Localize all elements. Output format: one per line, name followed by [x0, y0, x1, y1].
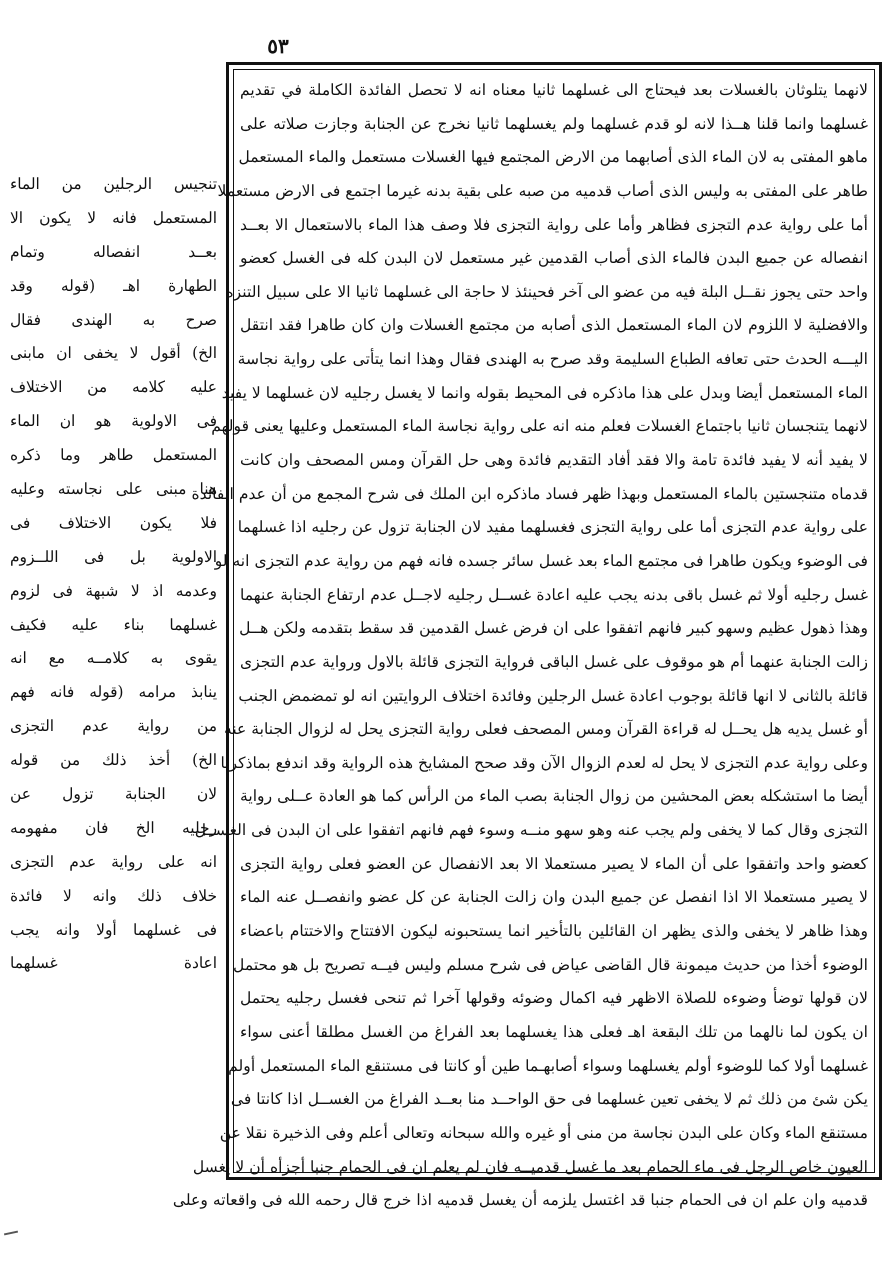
main-text-line: ان يكون لما نالهما من تلك البقعة اهـ فعلى هذا يغسلهما بعد الفراغ من الغسل مطلقا أعنى سواء: [240, 1022, 868, 1041]
margin-text-line: رجليه الخ فان مفهومه: [10, 818, 217, 837]
main-text-line: قدميه وان علم ان فى الحمام جنبا قد اغتسل يلزمه أن يغسل قدميه اذا خرج قال رحمه الله فى واقعاته وعلى: [172, 1191, 868, 1210]
main-text-line: التجزى وقال كما لا يخفى ولم يجب عنه وهو سهو منــه وسوء فهم فانهم اتفقوا على ان البدن فى الغســل: [194, 821, 868, 840]
main-text-line: قائلة بالثانى لا انها قائلة بوجوب اعادة غسل الرجلين وفائدة اختلاف الروايتين انه لو تمضمض الجنب: [238, 686, 868, 705]
margin-text-line: عليه كلامه من الاختلاف: [10, 378, 217, 397]
margin-text-line: بعــد انفصاله وتمام: [10, 242, 217, 261]
margin-text-line: هنا مبنى على نجاسته وعليه: [10, 480, 217, 499]
main-text-line: انفصاله عن جميع البدن فالماء الذى أصاب القدمين غير مستعمل لان البدن كله فى الغسل كعضو: [240, 249, 868, 268]
main-text-line: على رواية عدم التجزى أما على رواية التجزى فغسلهما مفيد لان الجنابة تزول عن رجليه اذا غسلهما: [237, 518, 868, 537]
main-text-line: ماهو المفتى به لان الماء الذى أصابهما من الارض المجتمع فيها الغسلات مستعمل والماء المستعمل: [238, 148, 868, 167]
margin-text-line: خلاف ذلك وانه لا فائدة: [10, 886, 217, 905]
margin-text-line: فى غسلهما أولا وانه يجب: [10, 920, 217, 939]
main-text-line: وهذا ذهول عظيم وسهو كبير فانهم اتفقوا على ان فرض غسل القدمين قد سقط بتقدمه ولكن هــل: [239, 619, 868, 638]
main-text-line: والافضلية لا اللزوم لان الماء المستعمل الذى أصابه من مجتمع الغسلات وان كان طاهرا فقد انتقل: [240, 316, 868, 335]
main-text-line: الوضوء أخذا من حديث ميمونة قال القاضى عياض فى شرح مسلم وليس فيــه تصريح بل هو محتمل: [233, 955, 868, 974]
main-text-line: لانهما يتلوثان بالغسلات بعد فيحتاج الى غسلهما ثانيا معناه انه لا تحصل الفائدة الكاملة في تقديم: [240, 81, 868, 99]
main-text-line: غسلهما أولا كما للوضوء أولم يغسلهما وسواء أصابهـما طين أو كانتا فى مستنقع الماء المستعمل أولم: [228, 1056, 868, 1075]
margin-commentary-column: [10, 168, 217, 973]
margin-text-line: انه على رواية عدم التجزى: [10, 852, 217, 871]
main-text-line: زالت الجنابة عنهما أم هو موقوف على غسل الباقى فرواية التجزى قائلة بالاول ورواية عدم التجزى: [240, 652, 868, 671]
margin-text-line: الخ) أقول لا يخفى ان مابنى: [10, 344, 217, 363]
main-text-line: يكن شئ من ذلك ثم لا يخفى تعين غسلهما فى حق الواحــد منا بعــد الفراغ من الغســل اذا كانتا فى: [230, 1090, 868, 1109]
main-text-line: مستنقع الماء وكان على البدن نجاسة من منى أو غيره والله سبحانه وتعالى أعلم وفى الذخيرة نقلا عن: [219, 1123, 868, 1142]
scan-stray-mark: [4, 1231, 18, 1236]
margin-text-line: المستعمل فانه لا يكون الا: [10, 208, 217, 227]
main-text-line: كعضو واحد واتفقوا على أن الماء لا يصير مستعملا الا بعد الانفصال عن العضو فعلى رواية التجزى: [240, 854, 868, 873]
margin-text-line: لان الجنابة تزول عن: [10, 785, 217, 804]
main-text-line: طاهر على المفتى به وليس الذى أصاب قدميه من صبه على بقية بدنه غيرما اجتمع فى الارض مستعملا: [217, 181, 868, 200]
main-text-line: واحد حتى يجوز نقــل البلة فيه من عضو الى آخر فحينئذ لا حاجة الى غسلهما ثانيا الا على سبيل التنزه: [225, 282, 868, 301]
main-text-line: أو غسل يديه هل يحــل له قراءة القرآن ومس المصحف فعلى رواية التجزى يحل له لزوال الجنابة عنه: [223, 720, 868, 739]
main-text-line: أيضا ما استشكله بعض المحشين من زوال الجنابة بصب الماء من الرأس كما هو العادة عــلى رواية: [240, 787, 868, 806]
margin-text-line: يقوى به كلامــه مع انه: [10, 649, 217, 668]
main-text-line: غسلهما وانما قلنا هــذا لانه لو قدم غسلهما ولم يغسلهما ثانيا نخرج عن الجنابة وجازت صلاته على: [240, 114, 868, 133]
page-number: ٥٣: [267, 34, 289, 58]
main-text-line: العيون خاص الرجل فى ماء الحمام بعد ما غسل قدميــه فان لم يعلم ان فى الحمام جنبا أجزأه أن لا يغسل: [192, 1157, 868, 1176]
margin-text-line: وعدمه اذ لا شبهة فى لزوم: [10, 581, 217, 600]
margin-text-line: المستعمل طاهر وما ذكره: [10, 446, 217, 465]
margin-text-line: الطهارة اهـ (قوله وقد: [10, 276, 217, 295]
main-text-line: فى الوضوء ويكون طاهرا فى مجتمع الماء بعد غسل سائر جسده فانه فهم من رواية عدم التجزى انه لو: [214, 551, 868, 570]
margin-text-line: اعادة غسلهما: [10, 954, 217, 973]
margin-text-line: من رواية عدم التجزى: [10, 717, 217, 736]
main-text-line: أما على رواية عدم التجزى فظاهر وأما على رواية التجزى فلا وصف هذا الماء بالاستعمال الا بعــد: [240, 215, 868, 234]
margin-text-line: فلا يكون الاختلاف فى: [10, 513, 217, 532]
margin-text-line: فى الاولوية هو ان الماء: [10, 412, 217, 431]
main-text-line: وهذا ظاهر لا يخفى والذى يظهر ان القائلين بالتأخير انما يستحبونه ليكون الافتتاح والاختتام باعضاء: [240, 922, 868, 941]
main-text-line: قدماه متنجستين بالماء المستعمل وبهذا ظهر فساد ماذكره ابن الملك فى شرح المجمع من أن عدم الفائدة: [191, 484, 868, 503]
main-text-line: لانهما يتنجسان ثانيا باجتماع الغسلات فعلم منه انه على رواية نجاسة الماء المستعمل وعليها يعنى قولهم: [211, 417, 868, 436]
margin-text-line: تنجيس الرجلين من الماء: [10, 175, 217, 193]
margin-text-line: صرح به الهندى فقال: [10, 310, 217, 329]
margin-text-line: ينابذ مرامه (قوله فانه فهم: [10, 683, 217, 702]
main-text-line: الماء المستعمل أيضا وبدل على هذا ماذكره فى المحيط بقوله وانما لا يغسل رجليه لان غسلهما لا يفيد: [221, 383, 868, 402]
main-text-line: وعلى رواية عدم التجزى لا يحل له لعدم الزوال الآن وقد صحح المشايخ هذه الرواية وقد اندفع بماذكرنا: [220, 753, 868, 772]
main-text-line: لا يصير مستعملا الا اذا انفصل عن جميع البدن وان زالت الجنابة عن كل عضو وانفصــل عنه الماء: [240, 888, 868, 907]
main-text-line: لان قولها توضأ وضوءه للصلاة الاظهر فيه اكمال وضوئه وقولها آخرا ثم تنحى فغسل رجليه يحتمل: [240, 989, 868, 1008]
main-text-line: لا يفيد أنه لا يفيد فائدة تامة والا فقد أفاد التقديم فائدة وهى حل القرآن ومس المصحف وان كانت: [240, 451, 868, 470]
margin-text-line: غسلهما بناء عليه فكيف: [10, 615, 217, 634]
margin-text-line: الخ) أخذ ذلك من قوله: [10, 751, 217, 770]
main-text-line: غسل رجليه أولا ثم غسل باقى بدنه يجب عليه اعادة غســل رجليه لاجــل عدم ارتفاع الجنابة عنهما: [240, 585, 868, 604]
main-text-column: [172, 74, 868, 1210]
margin-text-line: الاولوية بل فى اللــزوم: [10, 547, 217, 566]
main-text-line: اليـــه الحدث حتى تعافه الطباع السليمة وقد صرح به الهندى فقال وهذا انما يتأتى على رواية نجاسة: [237, 350, 868, 369]
